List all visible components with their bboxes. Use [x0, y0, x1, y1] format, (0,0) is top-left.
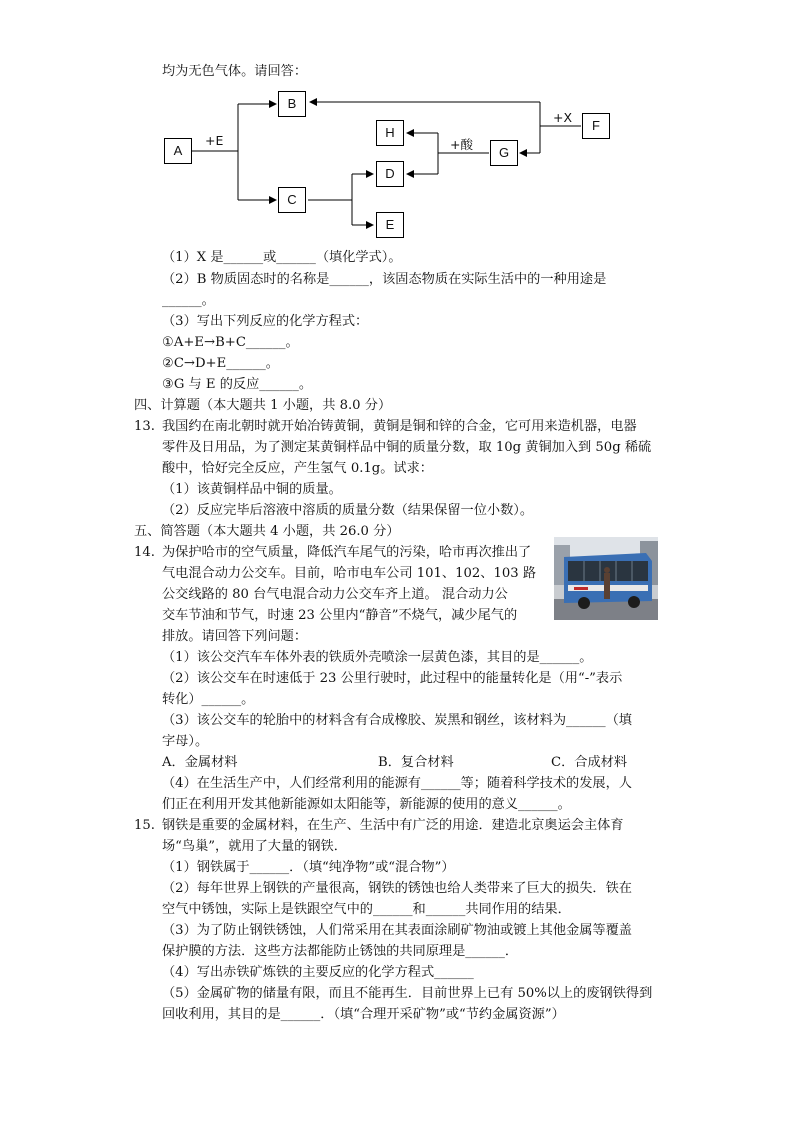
q14-sub4-line1: （4）在生活生产中，人们经常利用的能源有______等；随着科学技术的发展，人 — [162, 776, 632, 791]
label-plus-e: +E — [205, 133, 224, 148]
node-g: G — [490, 140, 518, 166]
q15-line2: 场“鸟巢”，就用了大量的钢铁． — [162, 839, 347, 854]
node-c: C — [278, 187, 306, 213]
q13-sub1: （1）该黄铜样品中铜的质量。 — [162, 482, 342, 497]
node-h: H — [376, 120, 404, 146]
q15-sub2-line2: 空气中锈蚀，实际上是铁跟空气中的______和______共同作用的结果． — [162, 902, 571, 917]
q13-line3: 酸中，恰好完全反应，产生氢气 0.1g。试求： — [162, 461, 433, 476]
q12-reaction3: ③G 与 E 的反应______。 — [162, 377, 313, 392]
bus-photo — [554, 537, 658, 620]
node-f: F — [582, 113, 610, 139]
node-d: D — [376, 161, 404, 187]
section5-title: 五、简答题（本大题共 4 小题，共 26.0 分） — [134, 524, 400, 539]
bus-illustration — [554, 537, 658, 620]
q14-sub1: （1）该公交汽车车体外表的铁质外壳喷涂一层黄色漆，其目的是______。 — [162, 650, 593, 665]
q15-line1: 钢铁是重要的金属材料，在生产、生活中有广泛的用途．建造北京奥运会主体育 — [162, 818, 624, 833]
q13-sub2: （2）反应完毕后溶液中溶质的质量分数（结果保留一位小数）。 — [162, 503, 534, 518]
section4-title: 四、计算题（本大题共 1 小题，共 8.0 分） — [134, 398, 392, 413]
q12-reaction2: ②C→D+E______。 — [162, 356, 279, 371]
intro-line: 均为无色气体。请回答： — [162, 64, 308, 79]
q14-sub3-line1: （3）该公交车的轮胎中的材料含有合成橡胶、炭黑和钢丝，该材料为______（填 — [162, 713, 632, 728]
q12-part2-line2: ______。 — [162, 293, 215, 308]
q14-number: 14. — [134, 545, 155, 560]
q14-sub2-line2: 转化）______。 — [162, 692, 255, 707]
q13-line2: 零件及日用品，为了测定某黄铜样品中铜的质量分数，取 10g 黄铜加入到 50g 稀硫 — [162, 440, 652, 455]
q14-sub2-line1: （2）该公交车在时速低于 23 公里行驶时，此过程中的能量转化是（用“-”表示 — [162, 671, 623, 686]
q15-sub2-line1: （2）每年世界上钢铁的产量很高，钢铁的锈蚀也给人类带来了巨大的损失．铁在 — [162, 881, 632, 896]
q14-option-c: C．合成材料 — [551, 755, 628, 770]
q14-option-a: A．金属材料 — [162, 755, 238, 770]
label-plus-acid: +酸 — [450, 137, 473, 152]
q15-sub3-line2: 保护膜的方法．这些方法都能防止锈蚀的共同原理是______． — [162, 944, 519, 959]
node-a: A — [164, 138, 192, 164]
q14-line5: 排放。请回答下列问题： — [162, 629, 308, 644]
reaction-diagram — [150, 85, 630, 245]
q14-line1: 为保护哈市的空气质量，降低汽车尾气的污染，哈市再次推出了 — [162, 545, 532, 560]
q14-sub4-line2: 们正在利用开发其他新能源如太阳能等，新能源的使用的意义______。 — [162, 797, 571, 812]
q15-sub5-line2: 回收利用，其目的是______．（填“合理开采矿物”或“节约金属资源”） — [162, 1007, 565, 1022]
q12-part3: （3）写出下列反应的化学方程式： — [162, 314, 369, 329]
node-b: B — [278, 91, 306, 117]
node-e: E — [376, 212, 404, 238]
q15-sub1: （1）钢铁属于______．（填“纯净物”或“混合物”） — [162, 860, 455, 875]
q14-line3: 公交线路的 80 台气电混合动力公交车齐上道。 混合动力公 — [162, 587, 508, 602]
q13-number: 13. — [134, 419, 155, 434]
q15-sub4: （4）写出赤铁矿炼铁的主要反应的化学方程式______ — [162, 965, 474, 980]
q15-sub5-line1: （5）金属矿物的储量有限，而且不能再生．目前世界上已有 50%以上的废钢铁得到 — [162, 986, 653, 1001]
q12-reaction1: ①A+E→B+C______。 — [162, 335, 299, 350]
q14-option-b: B．复合材料 — [378, 755, 454, 770]
q12-part2-line1: （2）B 物质固态时的名称是______，该固态物质在实际生活中的一种用途是 — [162, 272, 607, 287]
label-plus-x: +X — [553, 110, 573, 125]
q14-sub3-line2: 字母）。 — [162, 734, 209, 749]
q15-number: 15. — [134, 818, 155, 833]
q13-line1: 我国约在南北朝时就开始冶铸黄铜，黄铜是铜和锌的合金，它可用来造机器，电器 — [162, 419, 637, 434]
q15-sub3-line1: （3）为了防止钢铁锈蚀，人们常采用在其表面涂刷矿物油或镀上其他金属等覆盖 — [162, 923, 632, 938]
q14-line2: 气电混合动力公交车。目前，哈市电车公司 101、102、103 路 — [162, 566, 537, 581]
q14-line4: 交车节油和节气，时速 23 公里内“静音”不烧气，减少尾气的 — [162, 608, 518, 623]
q12-part1: （1）X 是______或______（填化学式）。 — [162, 250, 402, 265]
